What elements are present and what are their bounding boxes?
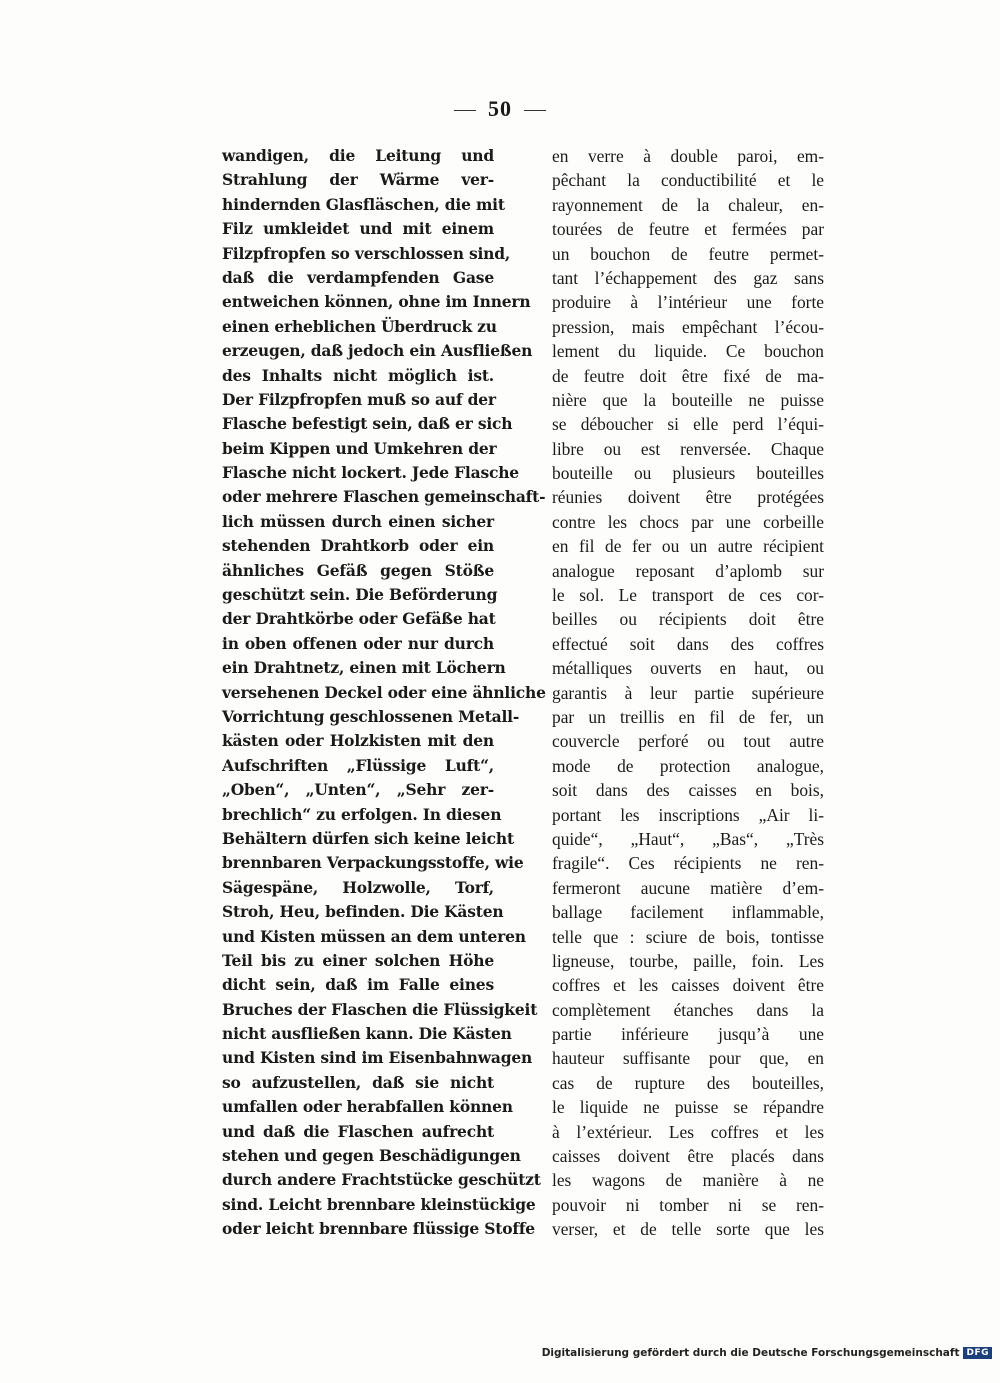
french-text-line: fermeront aucune matière d’em- xyxy=(552,877,824,898)
french-text-line: pression, mais empêchant l’écou- xyxy=(552,316,824,337)
german-text-line: oder leicht brennbare flüssige Stoffe xyxy=(222,1219,535,1239)
french-text-line: complètement étanches dans la xyxy=(552,999,824,1020)
german-text-line: stehen und gegen Beschädigungen xyxy=(222,1146,521,1166)
french-text-line: cas de rupture des bouteilles, xyxy=(552,1072,824,1093)
header-rule-left xyxy=(454,110,476,111)
french-text-line: tant l’échappement des gaz sans xyxy=(552,267,824,288)
french-text-line: fragile“. Ces récipients ne ren- xyxy=(552,853,824,874)
french-text-line: couvercle perforé ou tout autre xyxy=(552,731,824,752)
page-number-header xyxy=(0,96,1000,122)
french-text-line: par un treillis en fil de fer, un xyxy=(552,706,824,727)
french-text-line: se déboucher si elle perd l’équi- xyxy=(552,414,824,435)
german-text-line: und Kisten müssen an dem unteren xyxy=(222,926,526,946)
german-text-line: brechlich“ zu erfolgen. In diesen xyxy=(222,804,502,824)
french-text-line: pêchant la conductibilité et le xyxy=(552,170,824,191)
german-text-line: „Oben“, „Unten“, „Sehr zer- xyxy=(222,780,494,800)
german-text-line: dicht sein, daß im Falle eines xyxy=(222,975,494,995)
french-text-line: les wagons de manière à ne xyxy=(552,1170,824,1191)
german-text-line: Strahlung der Wärme ver- xyxy=(222,170,494,190)
german-text-line: umfallen oder herabfallen können xyxy=(222,1097,513,1117)
french-text-line: réunies doivent être protégées xyxy=(552,487,824,508)
german-text-line: geschützt sein. Die Beförderung xyxy=(222,585,498,605)
german-text-line: beim Kippen und Umkehren der xyxy=(222,438,497,458)
french-text-line: un bouchon de feutre permet- xyxy=(552,243,824,264)
french-text-line: beilles ou récipients doit être xyxy=(552,609,824,630)
french-text-line: le sol. Le transport de ces cor- xyxy=(552,585,824,606)
french-text-line: le liquide ne puisse se répandre xyxy=(552,1097,824,1118)
german-text-line: wandigen, die Leitung und xyxy=(222,146,494,165)
german-text-line: ähnliches Gefäß gegen Stöße xyxy=(222,560,494,580)
german-text-line: Filzpfropfen so verschlossen sind, xyxy=(222,243,511,263)
german-text-line: kästen oder Holzkisten mit den xyxy=(222,731,494,751)
french-text-line: rayonnement de la chaleur, en- xyxy=(552,194,824,215)
german-text-line: erzeugen, daß jedoch ein Ausfließen xyxy=(222,341,533,361)
footer-credit-text: Digitalisierung gefördert durch die Deutsche Forschungsgemeinschaft xyxy=(541,1347,960,1359)
french-text-column xyxy=(552,144,824,1242)
german-text-line: durch andere Frachtstücke geschützt xyxy=(222,1170,541,1190)
french-text-line: garantis à leur partie supérieure xyxy=(552,682,824,703)
french-text-line: quide“, „Haut“, „Bas“, „Très xyxy=(552,828,824,849)
german-text-line: Behältern dürfen sich keine leicht xyxy=(222,828,514,848)
german-text-line: versehenen Deckel oder eine ähnliche xyxy=(222,682,546,702)
german-text-line: Aufschriften „Flüssige Luft“, xyxy=(222,755,494,775)
french-text-line: effectué soit dans des coffres xyxy=(552,633,824,654)
french-text-line: tourées de feutre et fermées par xyxy=(552,219,824,240)
german-text-line: in oben offenen oder nur durch xyxy=(222,633,494,653)
digitization-footer xyxy=(542,1347,992,1359)
german-text-line: oder mehrere Flaschen gemeinschaft- xyxy=(222,487,546,507)
german-text-line: Flasche befestigt sein, daß er sich xyxy=(222,414,513,434)
german-text-line: Bruches der Flaschen die Flüssigkeit xyxy=(222,999,538,1019)
french-text-line: portant les inscriptions „Air li- xyxy=(552,804,824,825)
german-text-line: Flasche nicht lockert. Jede Flasche xyxy=(222,463,519,483)
german-text-line: ein Drahtnetz, einen mit Löchern xyxy=(222,658,506,678)
french-text-line: ballage facilement inflammable, xyxy=(552,902,824,923)
french-text-line: nière que la bouteille ne puisse xyxy=(552,389,824,410)
german-text-line: und Kisten sind im Eisenbahnwagen xyxy=(222,1048,533,1068)
german-text-line: nicht ausfließen kann. Die Kästen xyxy=(222,1024,512,1044)
german-text-line: Der Filzpfropfen muß so auf der xyxy=(222,389,496,409)
page-number: 50 xyxy=(488,96,512,121)
french-text-line: coffres et les caisses doivent être xyxy=(552,975,824,996)
french-text-line: analogue reposant d’aplomb sur xyxy=(552,560,824,581)
german-text-line: einen erheblichen Überdruck zu xyxy=(222,316,497,336)
german-text-line: so aufzustellen, daß sie nicht xyxy=(222,1072,494,1092)
german-text-line: der Drahtkörbe oder Gefäße hat xyxy=(222,609,496,629)
french-text-line: en verre à double paroi, em- xyxy=(552,146,824,166)
french-text-line: contre les chocs par une corbeille xyxy=(552,511,824,532)
german-text-line: Teil bis zu einer solchen Höhe xyxy=(222,950,494,970)
french-text-line: ligneuse, tourbe, paille, foin. Les xyxy=(552,950,824,971)
german-text-line: Sägespäne, Holzwolle, Torf, xyxy=(222,877,494,897)
german-text-line: und daß die Flaschen aufrecht xyxy=(222,1121,494,1141)
german-text-line: entweichen können, ohne im Innern xyxy=(222,292,531,312)
german-text-line: Vorrichtung geschlossenen Metall- xyxy=(222,706,520,726)
french-text-line: en fil de fer ou un autre récipient xyxy=(552,536,824,557)
french-text-line: verser, et de telle sorte que les xyxy=(552,1219,824,1240)
german-text-line: brennbaren Verpackungsstoffe, wie xyxy=(222,853,524,873)
german-text-line: hindernden Glasfläschen, die mit xyxy=(222,194,505,214)
german-text-line: Filz umkleidet und mit einem xyxy=(222,219,494,239)
german-text-line: lich müssen durch einen sicher xyxy=(222,511,494,531)
german-text-line: sind. Leicht brennbare kleinstückige xyxy=(222,1194,536,1214)
french-text-line: mode de protection analogue, xyxy=(552,755,824,776)
french-text-line: hauteur suffisante pour que, en xyxy=(552,1048,824,1069)
french-text-line: de feutre doit être fixé de ma- xyxy=(552,365,824,386)
header-rule-right xyxy=(524,110,546,111)
dfg-logo: DFG xyxy=(963,1347,992,1359)
french-text-line: telle que : sciure de bois, tontisse xyxy=(552,926,824,947)
german-text-line: daß die verdampfenden Gase xyxy=(222,267,494,287)
french-text-line: métalliques ouverts en haut, ou xyxy=(552,658,824,679)
french-text-line: libre ou est renversée. Chaque xyxy=(552,438,824,459)
french-text-line: caisses doivent être placés dans xyxy=(552,1146,824,1167)
french-text-line: pouvoir ni tomber ni se ren- xyxy=(552,1194,824,1215)
french-text-line: lement du liquide. Ce bouchon xyxy=(552,341,824,362)
french-text-line: produire à l’intérieur une forte xyxy=(552,292,824,313)
german-text-line: stehenden Drahtkorb oder ein xyxy=(222,536,494,556)
german-text-line: des Inhalts nicht möglich ist. xyxy=(222,365,494,385)
german-text-line: Stroh, Heu, befinden. Die Kästen xyxy=(222,902,504,922)
french-text-line: bouteille ou plusieurs bouteilles xyxy=(552,463,824,484)
french-text-line: partie inférieure jusqu’à une xyxy=(552,1024,824,1045)
french-text-line: à l’extérieur. Les coffres et les xyxy=(552,1121,824,1142)
french-text-line: soit dans des caisses en bois, xyxy=(552,780,824,801)
german-text-column xyxy=(222,144,546,1242)
